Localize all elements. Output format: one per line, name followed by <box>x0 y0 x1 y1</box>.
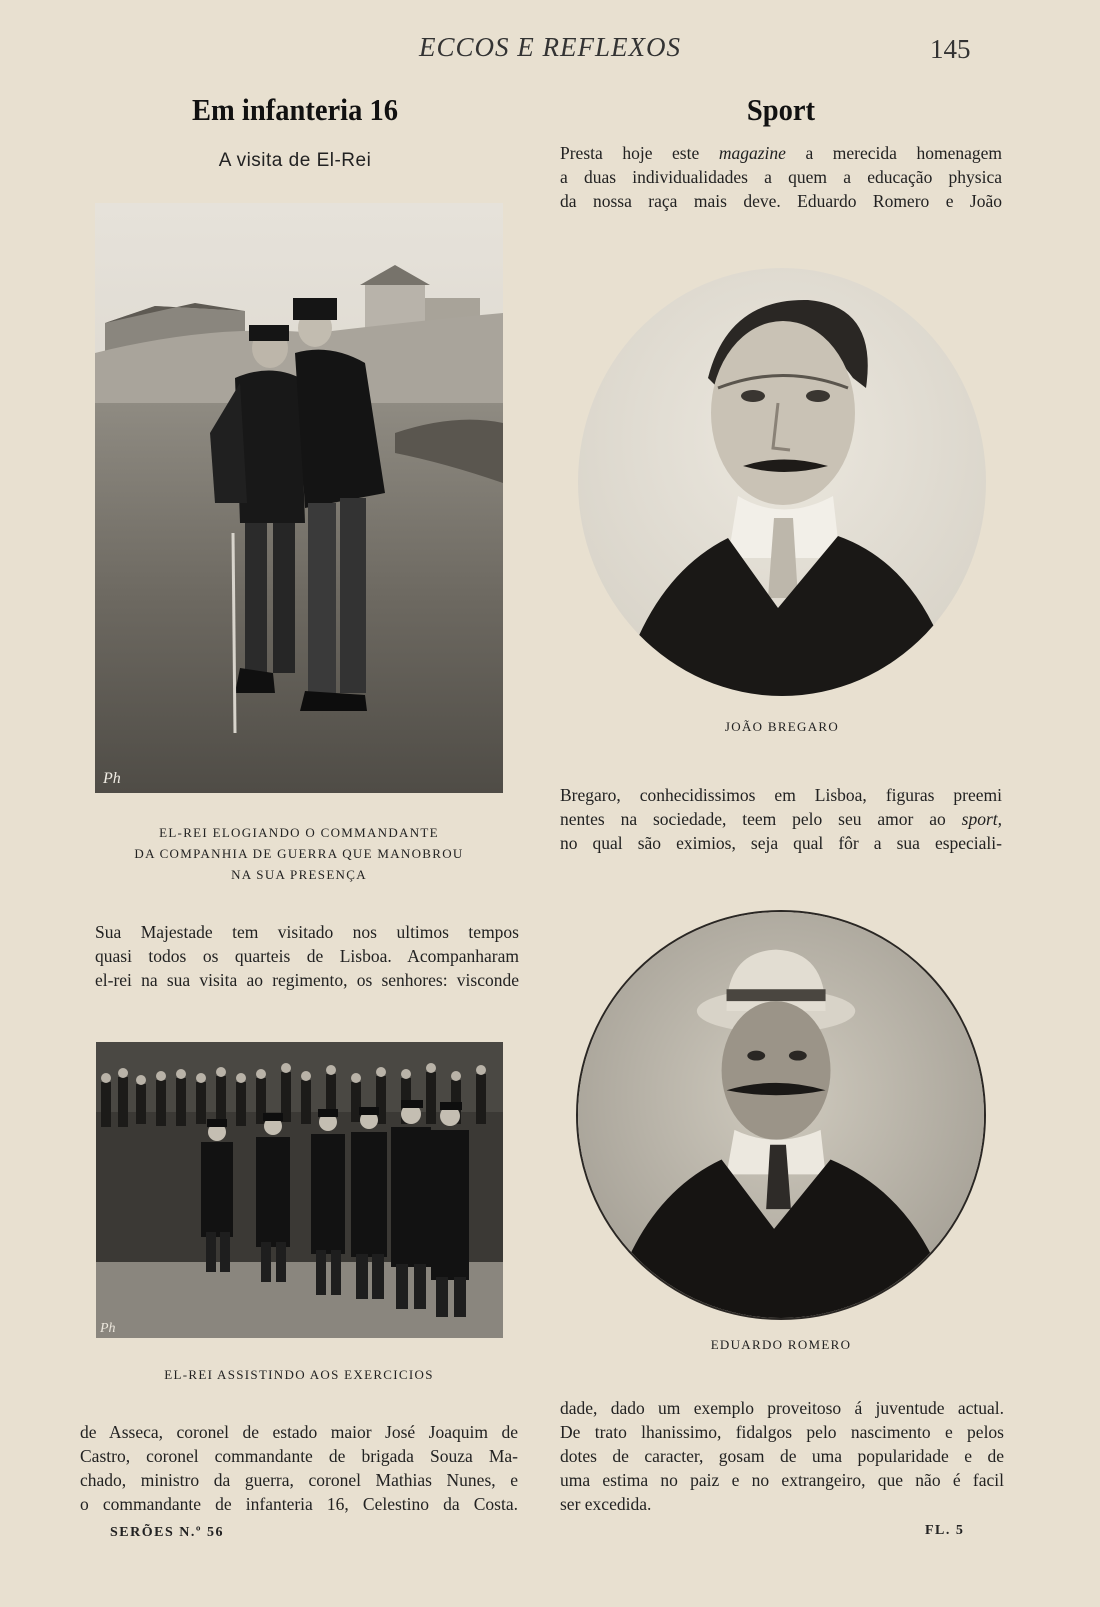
right-heading: Sport <box>746 92 816 127</box>
text-line: dade, dado um exemplo proveitoso á juventude actual. <box>560 1398 1004 1418</box>
photo1-caption <box>95 822 503 885</box>
text-line: Castro, coronel commandante de brigada Souza Ma- <box>80 1446 518 1466</box>
text-run: Presta hoje este <box>560 143 719 163</box>
text-run: nentes na sociedade, teem pelo seu amor ao <box>560 809 962 829</box>
caption-line: DA COMPANHIA DE GUERRA QUE MANOBROU <box>134 846 464 861</box>
text-line: ser excedida. <box>560 1494 652 1514</box>
footer-issue: SERÕES N.º 56 <box>110 1525 224 1540</box>
caption-line: EL-REI ELOGIANDO O COMMANDANTE <box>159 825 439 840</box>
left-paragraph-2 <box>80 1420 518 1516</box>
text-line: el-rei na sua visita ao regimento, os senhores: visconde <box>95 970 519 990</box>
text-line: quasi todos os quarteis de Lisboa. Acompanharam <box>95 946 519 966</box>
footer-sheet: FL. 5 <box>925 1523 965 1538</box>
text-line: uma estima no paiz e no extrangeiro, que não é facil <box>560 1470 1004 1490</box>
text-line: o commandante de infanteria 16, Celestino da Costa. <box>80 1494 518 1514</box>
portrait-eduardo-romero <box>576 910 986 1320</box>
left-heading: Em infanteria 16 <box>192 92 398 127</box>
caption-line: NA SUA PRESENÇA <box>231 867 367 882</box>
photo-king-praising-commander <box>95 203 503 793</box>
portrait-joao-bregaro <box>578 268 986 696</box>
text-line: no qual são eximios, seja qual fôr a sua especiali- <box>560 833 1002 853</box>
text-line: de Asseca, coronel de estado maior José Joaquim de <box>80 1422 518 1442</box>
photo1-signature: Ph <box>103 770 121 787</box>
italic-word: sport, <box>961 809 1002 829</box>
text-run: a merecida homenagem <box>785 143 1003 163</box>
text-line <box>560 807 1002 831</box>
text-line: da nossa raça mais deve. Eduardo Romero e João <box>560 191 1002 211</box>
photo-king-watching-exercises <box>96 1042 503 1338</box>
left-paragraph-1 <box>95 920 519 992</box>
text-line <box>560 141 1002 165</box>
text-line: Bregaro, conhecidissimos em Lisboa, figuras preemi <box>560 785 1002 805</box>
text-line: Sua Majestade tem visitado nos ultimos tempos <box>95 922 519 942</box>
photo2-signature: Ph <box>100 1321 116 1336</box>
page-number: 145 <box>930 34 971 64</box>
running-title: ECCOS E REFLEXOS <box>419 32 681 62</box>
text-line: De trato lhanissimo, fidalgos pelo nascimento e pelos <box>560 1422 1004 1442</box>
left-subheading: A visita de El-Rei <box>218 150 372 171</box>
photo2-caption: EL-REI ASSISTINDO AOS EXERCICIOS <box>164 1367 434 1382</box>
text-line: dotes de caracter, gosam de uma popularidade e de <box>560 1446 1004 1466</box>
text-line: chado, ministro da guerra, coronel Mathias Nunes, e <box>80 1470 518 1490</box>
right-paragraph-2 <box>560 783 1002 855</box>
text-line: a duas individualidades a quem a educação physica <box>560 167 1002 187</box>
right-paragraph-1 <box>560 141 1002 213</box>
italic-word: magazine <box>718 143 786 163</box>
portrait1-caption: JOÃO BREGARO <box>724 719 840 734</box>
right-paragraph-3 <box>560 1396 1004 1516</box>
portrait2-caption: EDUARDO ROMERO <box>710 1337 852 1352</box>
